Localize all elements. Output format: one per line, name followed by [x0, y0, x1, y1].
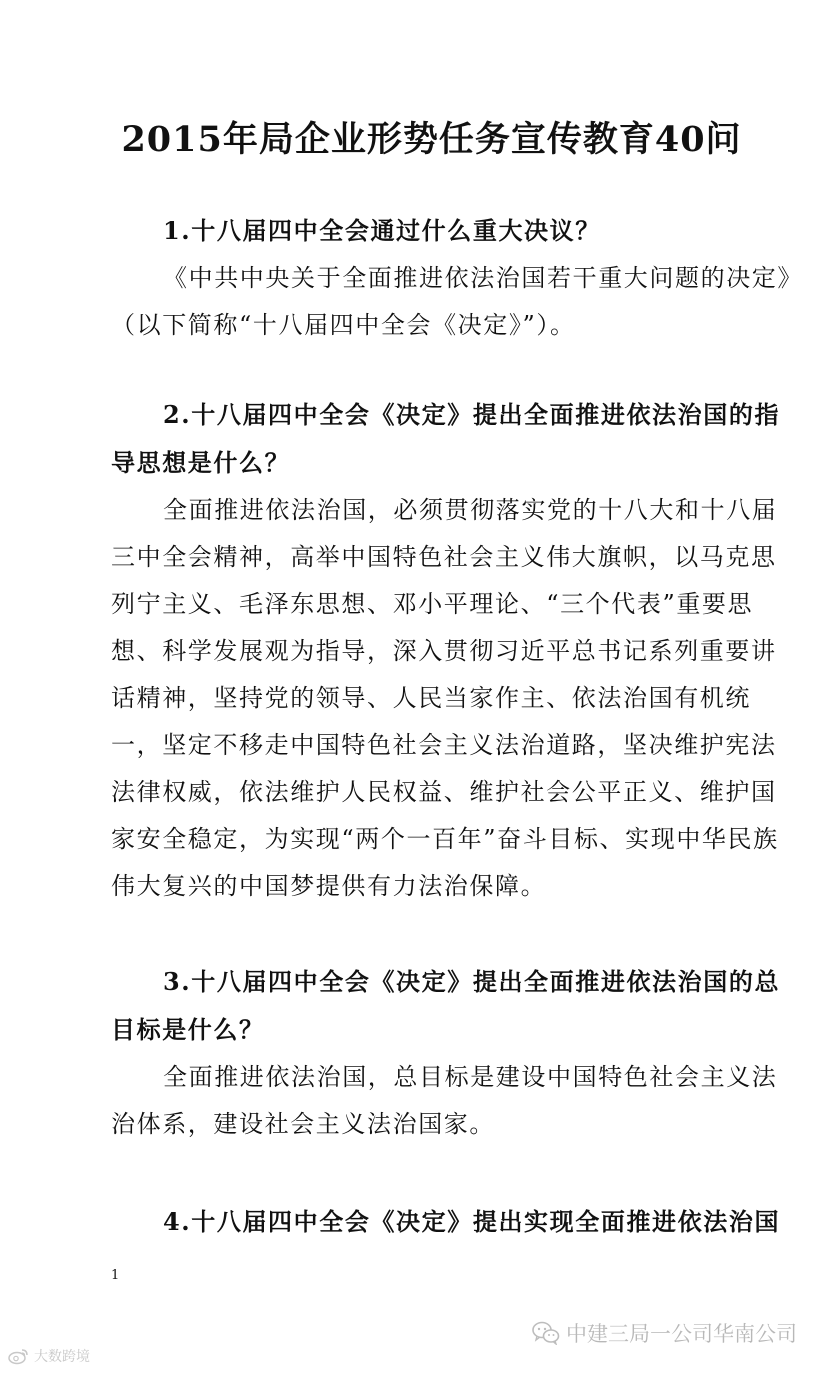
- weibo-watermark: [8, 1346, 90, 1366]
- answer-2: 全面推进依法治国，必须贯彻落实党的十八大和十八届三中全会精神，高举中国特色社会主义伟大旗帜，以马克思列宁主义、毛泽东思想、邓小平理论、“三个代表”重要思想、科学发展观为指导，深入贯彻习近平总书记系列重要讲话精神，坚持党的领导、人民当家作主、依法治国有机统一，坚定不移走中国特色社会主义法治道路，坚决维护宪法法律权威，依法维护人民权益、维护社会公平正义、维护国家安全稳定，为实现“两个一百年”奋斗目标、实现中华民族伟大复兴的中国梦提供有力法治保障。: [111, 496, 779, 900]
- document-title: 2015年局企业形势任务宣传教育40问: [121, 119, 742, 160]
- wechat-watermark: [532, 1318, 797, 1348]
- watermark-text: 中建三局一公司华南公司: [566, 1322, 797, 1346]
- question-1: 1.十八届四中全会通过什么重大决议？: [163, 216, 601, 245]
- page-number: 1: [111, 1268, 120, 1283]
- question-3: 3.十八届四中全会《决定》提出全面推进依法治国的总目标是什么？: [111, 967, 781, 1044]
- section-gap: [111, 1148, 794, 1198]
- answer-1: 《中共中央关于全面推进依法治国若干重大问题的决定》（以下简称“十八届四中全会《决定》”）。: [111, 264, 791, 339]
- document-body: [111, 207, 794, 1246]
- section-gap: [111, 349, 794, 391]
- question-2: 2.十八届四中全会《决定》提出全面推进依法治国的指导思想是什么？: [111, 400, 781, 477]
- weibo-icon: [8, 1347, 30, 1365]
- wechat-icon: [532, 1321, 560, 1345]
- answer-3: 全面推进依法治国，总目标是建设中国特色社会主义法治体系，建设社会主义法治国家。: [111, 1063, 778, 1138]
- section-gap: [111, 910, 794, 958]
- question-4: 4.十八届四中全会《决定》提出实现全面推进依法治国: [163, 1207, 781, 1236]
- corner-mark-text: 大数跨境: [34, 1349, 90, 1365]
